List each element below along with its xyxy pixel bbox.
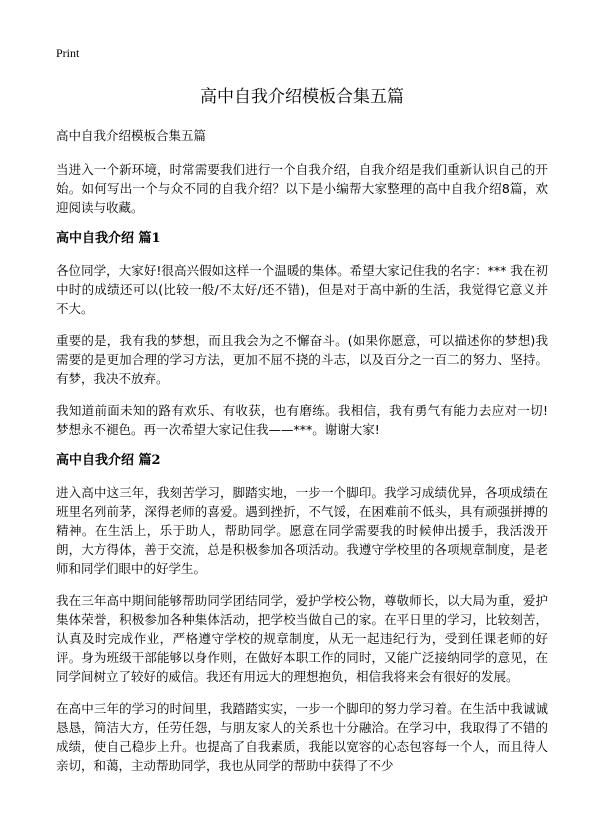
intro-paragraph: 当进入一个新环境，时常需要我们进行一个自我介绍，自我介绍是我们重新认识自己的开始。如何写出一个与众不同的自我介绍？以下是小编帮大家整理的高中自我介绍8篇，欢迎阅读与收藏。 <box>56 162 548 215</box>
section-2-paragraph: 在高中三年的学习的时间里，我踏踏实实，一步一个脚印的努力学习着。在生活中我诚诚恳恳，简洁大方，任劳任怨，与朋友家人的关系也十分融洽。在学习中，我取得了不错的成绩，使自己稳步上升。也提高了自我素质，我能以宽容的心态包容每一个人，而且待人亲切，和蔼，主动帮助同学，我也从同学的帮助中获得了不少 <box>56 701 548 773</box>
section-2-paragraph: 我在三年高中期间能够帮助同学团结同学，爱护学校公物，尊敬师长，以大局为重，爱护集体荣誉，积极参加各种集体活动，把学校当做自己的家。在平日里的学习，比较刻苦，认真及时完成作业，严格遵守学校的规章制度，从无一起违纪行为，受到任课老师的好评。身为班级干部能够以身作则，在做好本职工作的同时，又能广泛接纳同学的意见，在同学间树立了较好的威信。我还有用远大的理想抱负，相信我将来会有很好的发展。 <box>56 593 548 684</box>
section-heading-1: 高中自我介绍 篇1 <box>56 231 161 246</box>
document-title: 高中自我介绍模板合集五篇 <box>200 87 404 107</box>
section-1-paragraph: 各位同学，大家好!很高兴假如这样一个温暖的集体。希望大家记住我的名字：*** 我在初中时的成绩还可以(比较一般/不太好/还不错)，但是对于高中新的生活，我觉得它意义并不大。 <box>56 263 548 316</box>
document-subtitle: 高中自我介绍模板合集五篇 <box>56 128 207 143</box>
print-label: Print <box>56 46 80 60</box>
section-heading-2: 高中自我介绍 篇2 <box>56 453 161 468</box>
section-2-paragraph: 进入高中这三年，我刻苦学习，脚踏实地，一步一个脚印。我学习成绩优异，各项成绩在班里名列前茅，深得老师的喜爱。遇到挫折，不气馁，在困难前不低头，具有顽强拼搏的精神。在生活上，乐于助人，帮助同学。愿意在同学需要我的时候伸出援手，我活泼开朗，大方得体，善于交流，总是积极参加各项活动。我遵守学校里的各项规章制度，是老师和同学们眼中的好学生。 <box>56 485 548 576</box>
section-1-paragraph: 重要的是，我有我的梦想，而且我会为之不懈奋斗。(如果你愿意，可以描述你的梦想)我需要的是更加合理的学习方法，更加不屈不挠的斗志，以及百分之一百二的努力、坚持。有梦，我决不放弃。 <box>56 333 548 386</box>
section-1-paragraph: 我知道前面未知的路有欢乐、有收获，也有磨练。我相信，我有勇气有能力去应对一切!梦想永不褪色。再一次希望大家记住我——***。谢谢大家! <box>56 403 548 437</box>
